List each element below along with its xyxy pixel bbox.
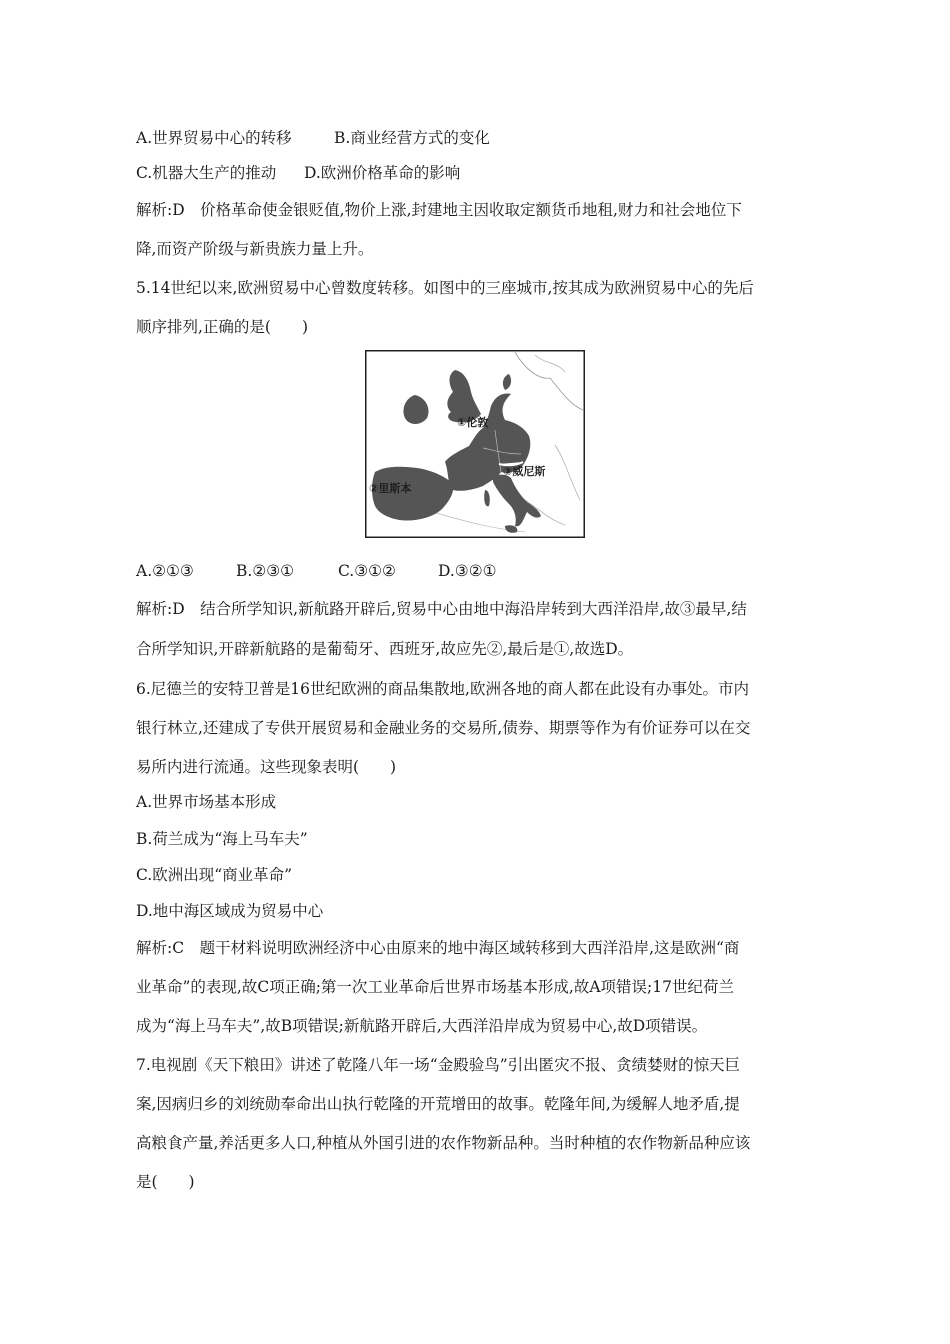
q6-stem-line-2: 银行林立,还建成了专供开展贸易和金融业务的交易所,债券、期票等作为有价证券可以在交 bbox=[136, 719, 751, 737]
q6-analysis-line-2: 业革命”的表现,故C项正确;第一次工业革命后世界市场基本形成,故A项错误;17世纪荷兰 bbox=[136, 978, 735, 996]
map-label-venice: ③威尼斯 bbox=[503, 465, 546, 478]
map-label-london: ①伦敦 bbox=[457, 416, 489, 429]
q5-stem-line-1: 5.14世纪以来,欧洲贸易中心曾数度转移。如图中的三座城市,按其成为欧洲贸易中心的先后 bbox=[136, 279, 754, 297]
q4-option-a: A.世界贸易中心的转移 bbox=[136, 129, 292, 147]
q6-option-c: C.欧洲出现“商业革命” bbox=[136, 866, 293, 884]
q7-stem-line-1: 7.电视剧《天下粮田》讲述了乾隆八年一场“金殿验鸟”引出匿灾不报、贪绩婪财的惊天巨 bbox=[136, 1056, 741, 1074]
q4-option-d: D.欧洲价格革命的影响 bbox=[304, 164, 461, 182]
q5-option-c: C.③①② bbox=[338, 562, 396, 580]
q7-stem-line-4: 是( ) bbox=[136, 1173, 195, 1191]
q4-option-b: B.商业经营方式的变化 bbox=[334, 129, 490, 147]
europe-map-svg bbox=[365, 350, 585, 538]
q4-option-c: C.机器大生产的推动 bbox=[136, 164, 277, 182]
q6-option-d: D.地中海区域成为贸易中心 bbox=[136, 902, 324, 920]
q6-analysis-line-1: 解析:C 题干材料说明欧洲经济中心由原来的地中海区域转移到大西洋沿岸,这是欧洲“商 bbox=[136, 939, 740, 957]
q5-stem-line-2: 顺序排列,正确的是( ) bbox=[136, 318, 309, 336]
q6-stem-line-3: 易所内进行流通。这些现象表明( ) bbox=[136, 758, 397, 776]
q6-analysis-line-3: 成为“海上马车夫”,故B项错误;新航路开辟后,大西洋沿岸成为贸易中心,故D项错误。 bbox=[136, 1017, 708, 1035]
map-label-lisbon: ②里斯本 bbox=[369, 482, 412, 495]
q6-option-a: A.世界市场基本形成 bbox=[136, 793, 277, 811]
q7-stem-line-2: 案,因病归乡的刘统勋奉命出山执行乾隆的开荒增田的故事。乾隆年间,为缓解人地矛盾,提 bbox=[136, 1095, 740, 1113]
q5-option-a: A.②①③ bbox=[136, 562, 194, 580]
q4-analysis-line-1: 解析:D 价格革命使金银贬值,物价上涨,封建地主因收取定额货币地租,财力和社会地位下 bbox=[136, 201, 742, 219]
europe-map-figure bbox=[365, 350, 585, 538]
q6-option-b: B.荷兰成为“海上马车夫” bbox=[136, 830, 308, 848]
q7-stem-line-3: 高粮食产量,养活更多人口,种植从外国引进的农作物新品种。当时种植的农作物新品种应该 bbox=[136, 1134, 751, 1152]
q6-stem-line-1: 6.尼德兰的安特卫普是16世纪欧洲的商品集散地,欧洲各地的商人都在此设有办事处。市内 bbox=[136, 680, 749, 698]
q5-option-d: D.③②① bbox=[438, 562, 497, 580]
q5-option-b: B.②③① bbox=[236, 562, 295, 580]
q5-analysis-line-2: 合所学知识,开辟新航路的是葡萄牙、西班牙,故应先②,最后是①,故选D。 bbox=[136, 640, 634, 658]
q4-analysis-line-2: 降,而资产阶级与新贵族力量上升。 bbox=[136, 240, 374, 258]
q5-analysis-line-1: 解析:D 结合所学知识,新航路开辟后,贸易中心由地中海沿岸转到大西洋沿岸,故③最早,结 bbox=[136, 600, 747, 618]
